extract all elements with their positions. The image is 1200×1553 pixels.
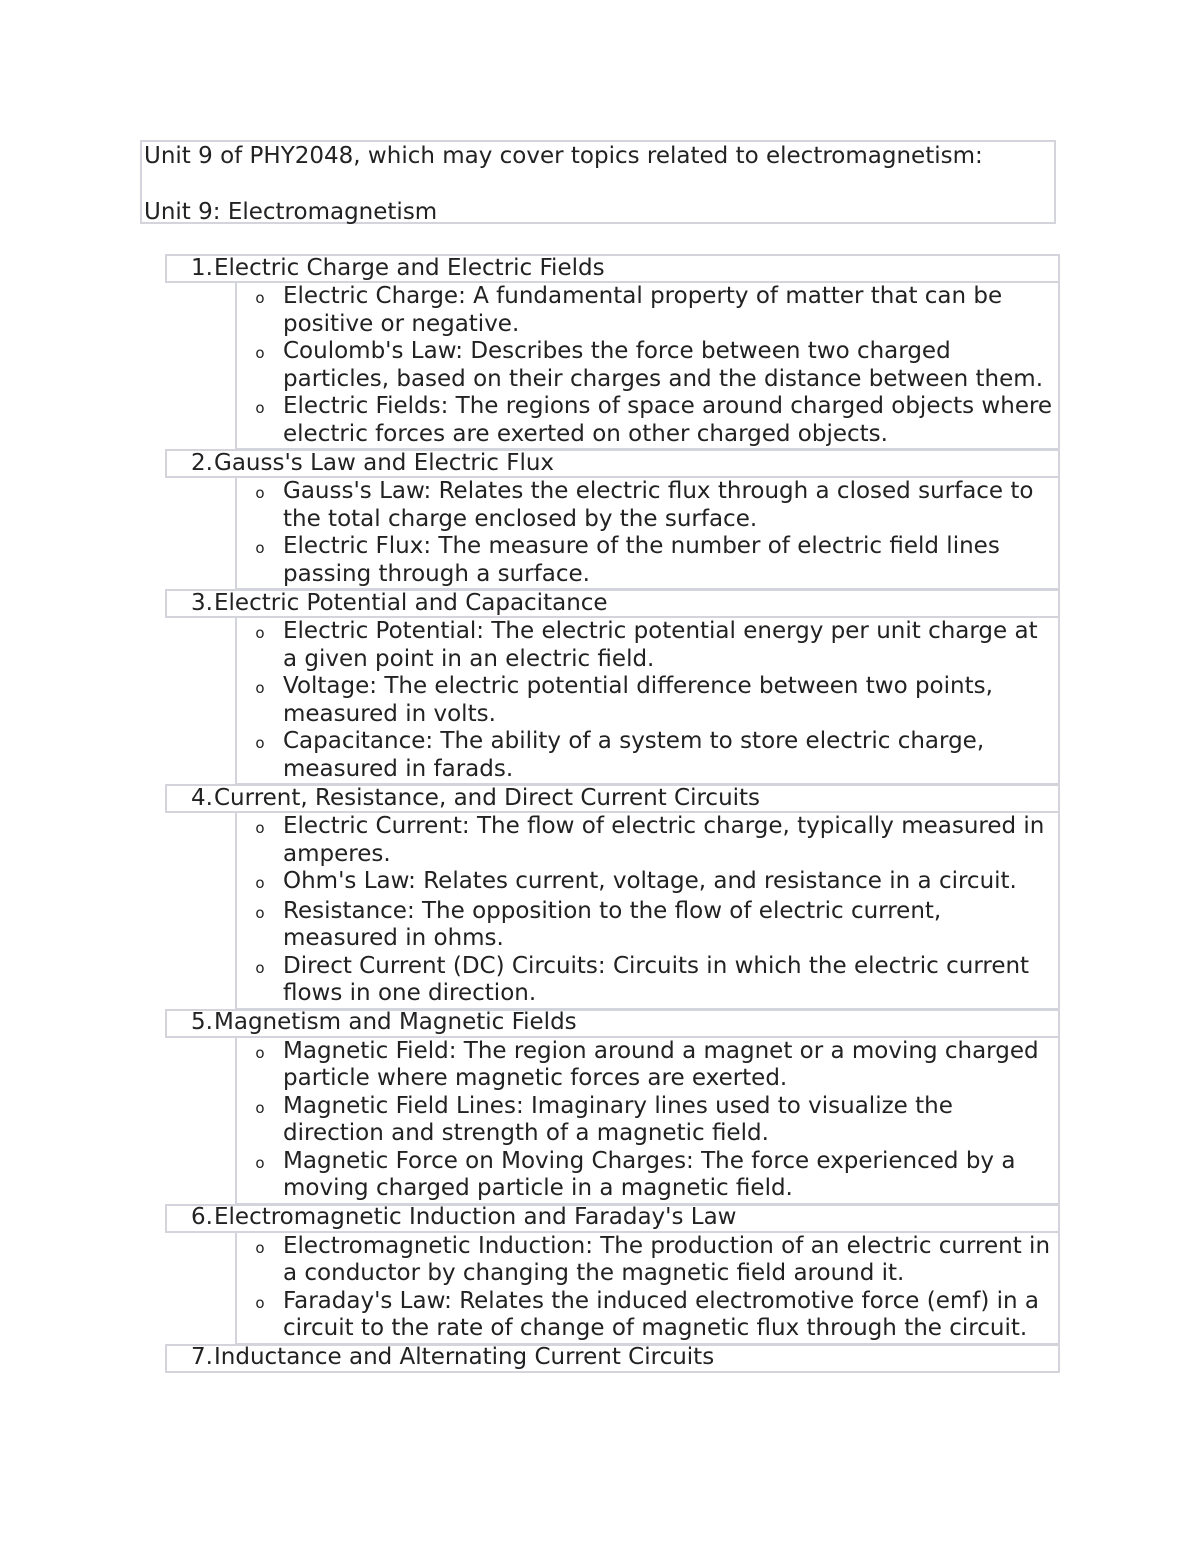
subtopic-text: Magnetic Field Lines: Imaginary lines used to visualize the direction and strength of a magnetic field. [283, 1092, 953, 1146]
topic-number: 7. [191, 1344, 213, 1371]
subtopic-list [235, 1038, 1060, 1205]
topic-number: 4. [191, 784, 213, 811]
subtopic-text: Voltage: The electric potential difference between two points, measured in volts. [283, 673, 993, 727]
subtopic-item [237, 953, 1058, 1008]
topic-title: Magnetism and Magnetic Fields [214, 1009, 577, 1036]
subtopic-text: Electric Charge: A fundamental property of matter that can be positive or negative. [283, 283, 1003, 337]
subtopic-text: Electric Fields: The regions of space around charged objects where electric forces are exerted on other charged objects. [283, 393, 1053, 447]
subtopic-item [237, 1233, 1058, 1288]
topic-heading [165, 254, 1060, 283]
circle-bullet-icon: o [255, 874, 265, 892]
unit-heading: Unit 9: Electromagnetism [144, 198, 438, 225]
subtopic-list [235, 478, 1060, 590]
subtopic-item [237, 813, 1058, 868]
topic-number: 2. [191, 449, 213, 476]
circle-bullet-icon: o [255, 1238, 265, 1257]
subtopic-text: Ohm's Law: Relates current, voltage, and resistance in a circuit. [283, 868, 1017, 894]
circle-bullet-icon: o [255, 344, 265, 362]
subtopic-text: Gauss's Law: Relates the electric flux through a closed surface to the total charge enclosed by the surface. [283, 478, 1034, 532]
circle-bullet-icon: o [255, 624, 265, 642]
subtopic-item [237, 728, 1058, 783]
subtopic-item [237, 283, 1058, 338]
subtopic-text: Electromagnetic Induction: The production of an electric current in a conductor by changing the magnetic field around it. [283, 1232, 1051, 1286]
circle-bullet-icon: o [255, 539, 265, 557]
subtopic-item [237, 1038, 1058, 1093]
circle-bullet-icon: o [255, 1043, 265, 1062]
topic-heading [165, 1009, 1060, 1038]
subtopic-text: Magnetic Force on Moving Charges: The force experienced by a moving charged particle in a magnetic field. [283, 1147, 1016, 1201]
topic-heading [165, 449, 1060, 478]
subtopic-item [237, 673, 1058, 728]
circle-bullet-icon: o [255, 1098, 265, 1117]
circle-bullet-icon: o [255, 819, 265, 837]
circle-bullet-icon: o [255, 484, 265, 502]
intro-line: Unit 9 of PHY2048, which may cover topics related to electromagnetism: [144, 143, 983, 169]
subtopic-text: Capacitance: The ability of a system to store electric charge, measured in farads. [283, 728, 985, 782]
topic-title: Inductance and Alternating Current Circuits [214, 1344, 715, 1371]
subtopic-item [237, 393, 1058, 448]
subtopic-item [237, 618, 1058, 673]
topic-number: 5. [191, 1009, 213, 1036]
subtopic-list [235, 1233, 1060, 1345]
circle-bullet-icon: o [255, 399, 265, 417]
subtopic-item [237, 1148, 1058, 1203]
circle-bullet-icon: o [255, 1293, 265, 1312]
subtopic-item [237, 478, 1058, 533]
subtopic-item [237, 1093, 1058, 1148]
topic-heading [165, 1204, 1060, 1233]
topic-outline [165, 255, 1060, 1373]
topic-title: Electric Charge and Electric Fields [214, 254, 605, 281]
topic-number: 1. [191, 254, 213, 281]
topic-number: 3. [191, 589, 213, 616]
subtopic-item [237, 533, 1058, 588]
topic-title: Electric Potential and Capacitance [214, 589, 608, 616]
circle-bullet-icon: o [255, 1153, 265, 1172]
subtopic-text: Direct Current (DC) Circuits: Circuits in which the electric current flows in one direction. [283, 952, 1030, 1006]
topic-heading [165, 784, 1060, 813]
subtopic-text: Electric Potential: The electric potential energy per unit charge at a given point in an electric field. [283, 618, 1038, 672]
topic-title: Current, Resistance, and Direct Current Circuits [214, 784, 761, 811]
circle-bullet-icon: o [255, 679, 265, 697]
subtopic-text: Resistance: The opposition to the flow of electric current, measured in ohms. [283, 897, 942, 951]
topic-title: Gauss's Law and Electric Flux [214, 449, 555, 476]
topic-number: 6. [191, 1204, 213, 1231]
circle-bullet-icon: o [255, 958, 265, 977]
topic-title: Electromagnetic Induction and Faraday's Law [214, 1204, 737, 1231]
subtopic-list [235, 618, 1060, 785]
subtopic-text: Magnetic Field: The region around a magnet or a moving charged particle where magnetic forces are exerted. [283, 1037, 1039, 1091]
subtopic-item [237, 338, 1058, 393]
circle-bullet-icon: o [255, 289, 265, 307]
subtopic-item [237, 1288, 1058, 1343]
subtopic-list [235, 813, 1060, 1010]
subtopic-item [237, 898, 1058, 953]
subtopic-text: Faraday's Law: Relates the induced electromotive force (emf) in a circuit to the rate of change of magnetic flux through the circuit. [283, 1287, 1040, 1341]
subtopic-text: Coulomb's Law: Describes the force between two charged particles, based on their charges and the distance between them. [283, 338, 1043, 392]
subtopic-item [237, 868, 1058, 898]
intro-box [140, 140, 1056, 224]
subtopic-text: Electric Flux: The measure of the number of electric field lines passing through a surface. [283, 533, 1000, 587]
topic-heading [165, 1344, 1060, 1373]
subtopic-list [235, 283, 1060, 450]
circle-bullet-icon: o [255, 903, 265, 922]
circle-bullet-icon: o [255, 734, 265, 752]
topic-heading [165, 589, 1060, 618]
subtopic-text: Electric Current: The flow of electric charge, typically measured in amperes. [283, 813, 1045, 867]
